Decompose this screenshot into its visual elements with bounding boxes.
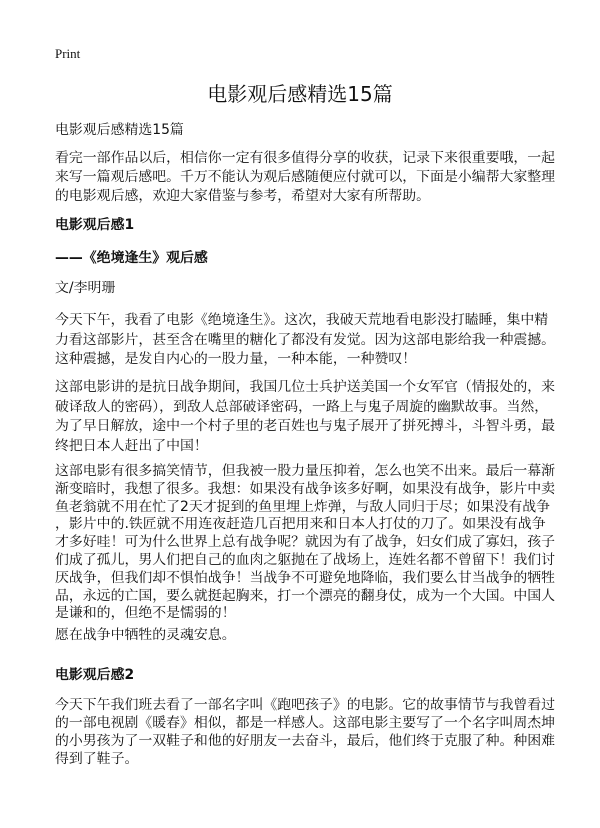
text-line: 为了早日解放，途中一个村子里的老百姓也与鬼子展开了拼死搏斗，斗智斗勇，最 (55, 418, 556, 434)
text-line: 品，永远的亡国，要么就挺起胸来，打一个漂亮的翻身仗，成为一个大国。中国人 (55, 587, 556, 604)
paragraph (55, 463, 555, 623)
section-subheading-1: ——《绝境逢生》观后感 (55, 250, 208, 266)
section-heading-1: 电影观后感1 (55, 217, 135, 233)
text-line: 破译敌人的密码），到敌人总部破译密码，一路上与鬼子周旋的幽默故事。当然， (55, 398, 549, 415)
print-link[interactable]: Print (55, 46, 81, 61)
text-line: 的小男孩为了一双鞋子和他的好朋友一去奋斗，最后，他们终于克服了种。种困难 (55, 733, 556, 749)
section-heading-2: 电影观后感2 (55, 667, 135, 683)
text-line: 看完一部作品以后，相信你一定有很多值得分享的收获，记录下来很重要哦，一起 (55, 150, 556, 166)
text-line: 鱼老翁就不用在忙了2天才捉到的鱼里埋上炸弹，与敌人同归于尽；如果没有战争 (55, 498, 551, 515)
text-line: 们成了孤儿，男人们把自己的血肉之躯抛在了战场上，连姓名都不曾留下！我们讨 (55, 551, 556, 568)
text-line: 渐变暗时，我想了很多。我想：如果没有战争该多好啊，如果没有战争，影片中卖 (55, 480, 556, 497)
text-line: 来写一篇观后感吧。千万不能认为观后感随便应付就可以，下面是小编帮大家整理 (55, 169, 556, 185)
text-line: 这部电影讲的是抗日战争期间，我国几位士兵护送美国一个女军官（情报处的，来 (55, 379, 556, 395)
text-line: 这部电影有很多搞笑情节，但我被一股力量压抑着，怎么也笑不出来。最后一幕渐 (55, 463, 556, 479)
closing-line: 愿在战争中牺牲的灵魂安息。 (55, 627, 236, 643)
text-line: 今天下午，我看了电影《绝境逢生》。这次，我破天荒地看电影没打瞌睡，集中精 (55, 312, 549, 328)
page-title: 电影观后感精选15篇 (207, 82, 393, 106)
text-line: 力看这部影片，甚至含在嘴里的糖化了都没有发觉。因为这部电影给我一种震撼。 (55, 331, 556, 348)
text-line: 厌战争，但我们却不惧怕战争！当战争不可避免地降临，我们要么甘当战争的牺牲 (55, 569, 556, 586)
text-line: 才多好哇！可为什么世界上总有战争呢？就因为有了战争，妇女们成了寡妇，孩子 (55, 534, 556, 551)
document-subtitle: 电影观后感精选15篇 (55, 122, 184, 138)
text-line: 得到了鞋子。 (55, 751, 139, 767)
paragraph (55, 311, 555, 370)
author-line: 文/李明珊 (55, 280, 116, 296)
paragraph (55, 378, 555, 456)
paragraph (55, 696, 555, 768)
text-line: 终把日本人赶出了中国！ (55, 437, 208, 454)
text-line: 这种震撼，是发自内心的一股力量，一种本能，一种赞叹！ (55, 351, 417, 367)
text-line: ，影片中的.铁匠就不用连夜赶造几百把用来和日本人打仗的刀了。如果没有战争 (55, 516, 546, 533)
text-line: 的一部电视剧《暖春》相似，都是一样感人。这部电影主要写了一个名字叫周杰坤 (55, 715, 556, 731)
text-line: 是谦和的，但绝不是懦弱的！ (55, 605, 236, 622)
text-line: 的电影观后感，欢迎大家借鉴与参考，希望对大家有所帮助。 (55, 188, 431, 204)
text-line: 今天下午我们班去看了一部名字叫《跑吧孩子》的电影。它的故事情节与我曾看过 (55, 697, 556, 713)
intro-paragraph (55, 149, 555, 206)
